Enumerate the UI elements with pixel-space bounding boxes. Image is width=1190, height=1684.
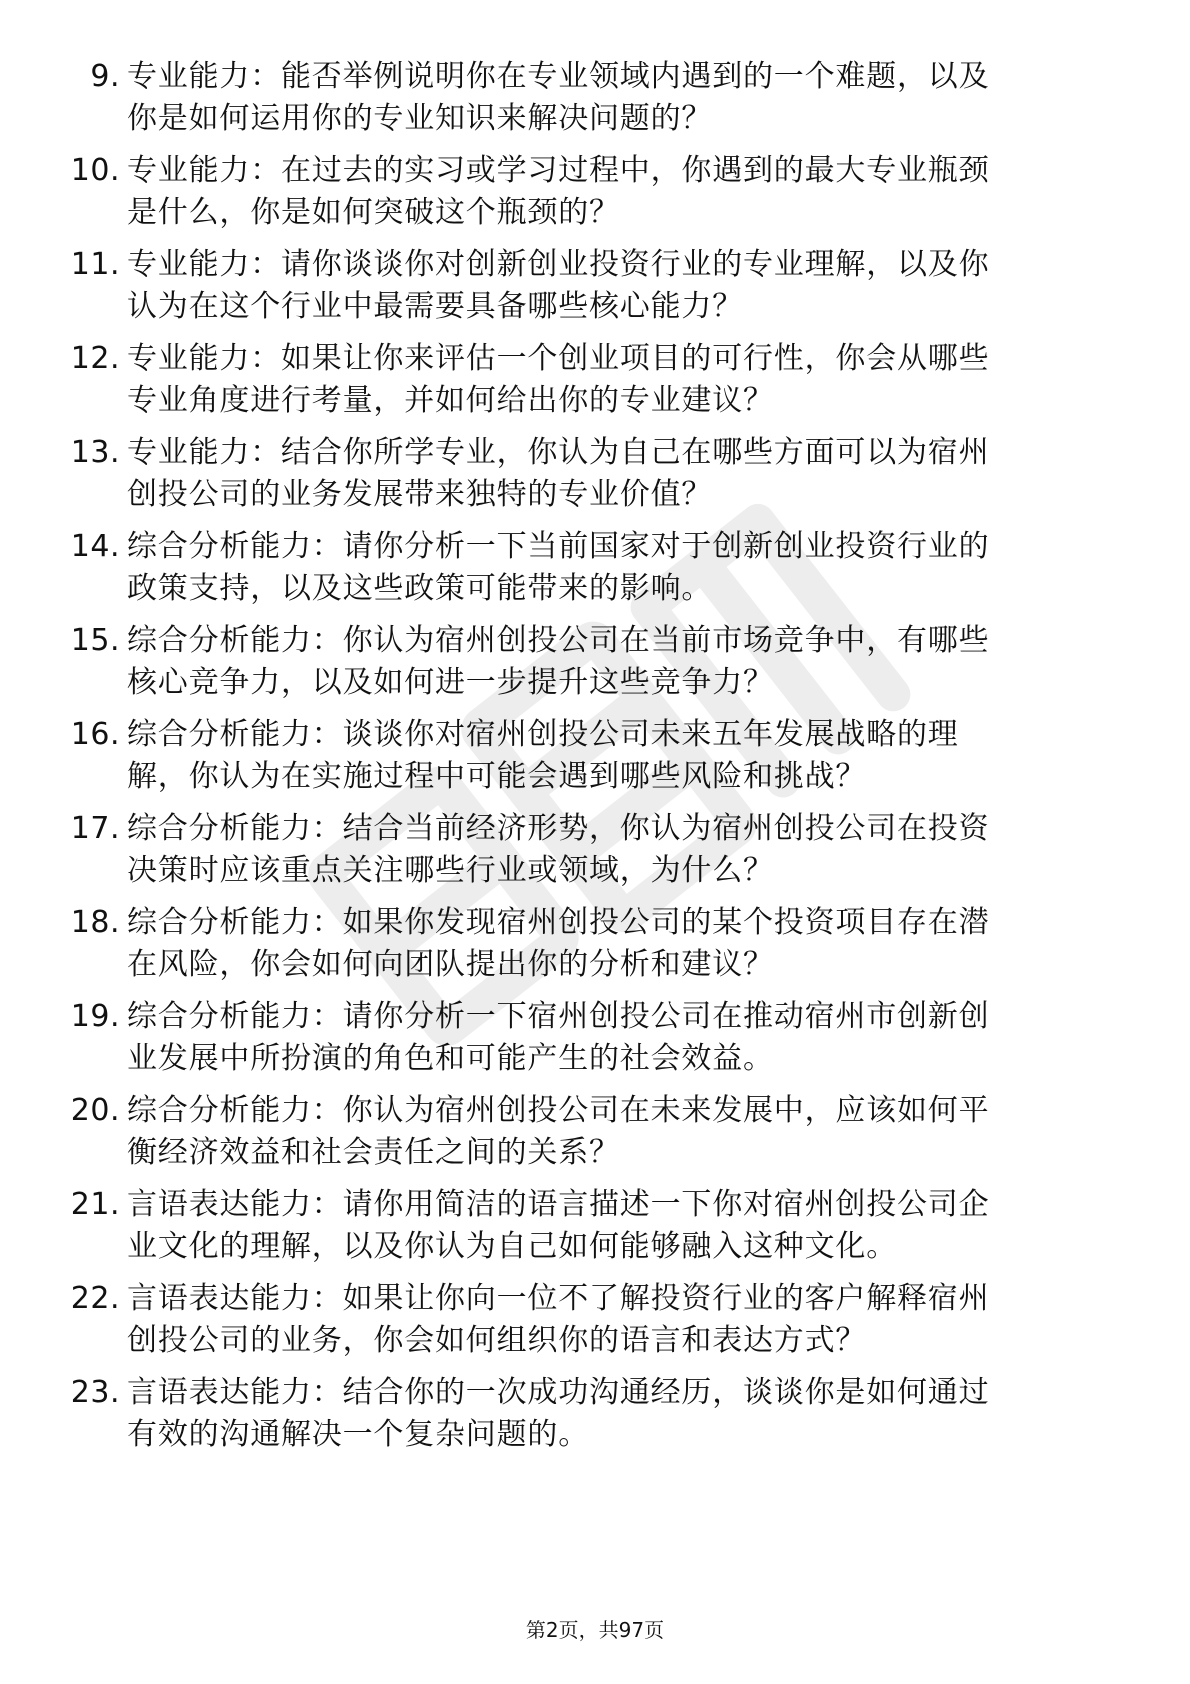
question-text: 专业能力：如果让你来评估一个创业项目的可行性，你会从哪些 专业角度进行考量，并如何给出你的专业建议？	[127, 341, 990, 418]
question-text: 综合分析能力：结合当前经济形势，你认为宿州创投公司在投资 决策时应该重点关注哪些行业或领域，为什么？	[127, 811, 990, 888]
question-item	[0, 334, 1190, 428]
question-text: 综合分析能力：如果你发现宿州创投公司的某个投资项目存在潜 在风险，你会如何向团队提出你的分析和建议？	[127, 905, 990, 982]
question-item	[0, 992, 1190, 1086]
question-number: 18.	[70, 905, 120, 940]
question-number: 22.	[70, 1281, 120, 1316]
question-item	[0, 522, 1190, 616]
question-item	[0, 240, 1190, 334]
question-number: 12.	[70, 341, 120, 376]
question-text: 言语表达能力：结合你的一次成功沟通经历，谈谈你是如何通过 有效的沟通解决一个复杂问题的。	[127, 1375, 990, 1452]
question-item	[0, 52, 1190, 146]
question-item	[0, 616, 1190, 710]
question-number: 10.	[70, 153, 120, 188]
question-number: 17.	[70, 811, 120, 846]
question-text: 言语表达能力：如果让你向一位不了解投资行业的客户解释宿州 创投公司的业务，你会如何组织你的语言和表达方式？	[127, 1281, 990, 1358]
question-item	[0, 804, 1190, 898]
question-number: 19.	[70, 999, 120, 1034]
question-number: 13.	[70, 435, 120, 470]
question-text: 综合分析能力：谈谈你对宿州创投公司未来五年发展战略的理 解，你认为在实施过程中可能会遇到哪些风险和挑战？	[127, 717, 959, 794]
question-item	[0, 146, 1190, 240]
question-text: 综合分析能力：请你分析一下当前国家对于创新创业投资行业的 政策支持，以及这些政策可能带来的影响。	[127, 529, 990, 606]
question-item	[0, 1368, 1190, 1462]
question-item	[0, 1180, 1190, 1274]
question-item	[0, 1274, 1190, 1368]
question-item	[0, 1086, 1190, 1180]
question-number: 21.	[70, 1187, 120, 1222]
page-footer: 第2页，共97页	[525, 1618, 665, 1642]
question-item	[0, 710, 1190, 804]
question-number: 14.	[70, 529, 120, 564]
question-list	[0, 52, 1190, 1462]
question-text: 专业能力：结合你所学专业，你认为自己在哪些方面可以为宿州 创投公司的业务发展带来独特的专业价值？	[127, 435, 990, 512]
question-number: 15.	[70, 623, 120, 658]
question-item	[0, 898, 1190, 992]
question-text: 专业能力：在过去的实习或学习过程中，你遇到的最大专业瓶颈 是什么，你是如何突破这个瓶颈的？	[127, 153, 990, 230]
question-number: 16.	[70, 717, 120, 752]
question-text: 综合分析能力：你认为宿州创投公司在未来发展中，应该如何平 衡经济效益和社会责任之间的关系？	[127, 1093, 990, 1170]
question-text: 综合分析能力：请你分析一下宿州创投公司在推动宿州市创新创 业发展中所扮演的角色和可能产生的社会效益。	[127, 999, 990, 1076]
question-number: 23.	[70, 1375, 120, 1410]
question-number: 20.	[70, 1093, 120, 1128]
question-text: 专业能力：能否举例说明你在专业领域内遇到的一个难题，以及 你是如何运用你的专业知识来解决问题的？	[127, 59, 990, 136]
question-text: 综合分析能力：你认为宿州创投公司在当前市场竞争中，有哪些 核心竞争力，以及如何进一步提升这些竞争力？	[127, 623, 990, 700]
question-item	[0, 428, 1190, 522]
question-number: 11.	[70, 247, 120, 282]
question-text: 言语表达能力：请你用简洁的语言描述一下你对宿州创投公司企 业文化的理解，以及你认为自己如何能够融入这种文化。	[127, 1187, 990, 1264]
question-number: 9.	[90, 59, 120, 94]
question-text: 专业能力：请你谈谈你对创新创业投资行业的专业理解，以及你 认为在这个行业中最需要具备哪些核心能力？	[127, 247, 990, 324]
